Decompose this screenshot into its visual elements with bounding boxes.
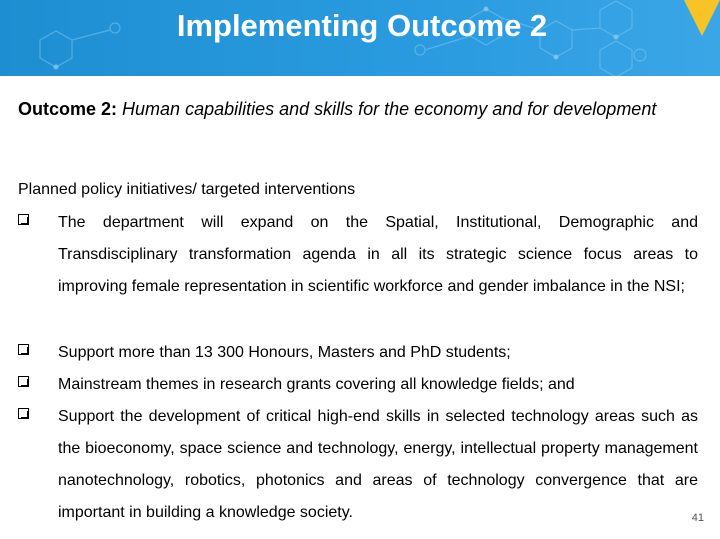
list-item (18, 337, 698, 369)
corner-accent (684, 0, 720, 36)
list-item (18, 207, 698, 303)
section-heading: Planned policy initiatives/ targeted interventions (18, 181, 356, 198)
list-item (18, 369, 698, 401)
list-item-text: Support the development of critical high-end skills in selected technology areas such as the bioeconomy, space science and technology, energy, intellectual property management nanotechnology, robotics, photonics and areas of technology convergence that are important in building a knowledge society. (58, 408, 698, 521)
page-number: 41 (691, 512, 704, 524)
checkbox-bullet-icon (18, 214, 29, 225)
checkbox-bullet-icon (18, 376, 29, 387)
outcome-text: Human capabilities and skills for the economy and for development (122, 99, 657, 119)
outcome-statement (18, 92, 698, 126)
page-title: Implementing Outcome 2 (176, 8, 548, 43)
list-item (18, 401, 698, 529)
list-item-text: Support more than 13 300 Honours, Masters and PhD students; (58, 344, 511, 361)
list-item-text: Mainstream themes in research grants covering all knowledge fields; and (58, 376, 575, 393)
list-item-text: The department will expand on the Spatial, Institutional, Demographic and Transdisciplinary transformation agenda in all its strategic science focus areas to improving female representation in scientific workforce and gender imbalance in the NSI; (58, 214, 698, 295)
outcome-label: Outcome 2: (18, 99, 118, 119)
title-banner (0, 0, 720, 76)
checkbox-bullet-icon (18, 344, 29, 355)
checkbox-bullet-icon (18, 408, 29, 419)
